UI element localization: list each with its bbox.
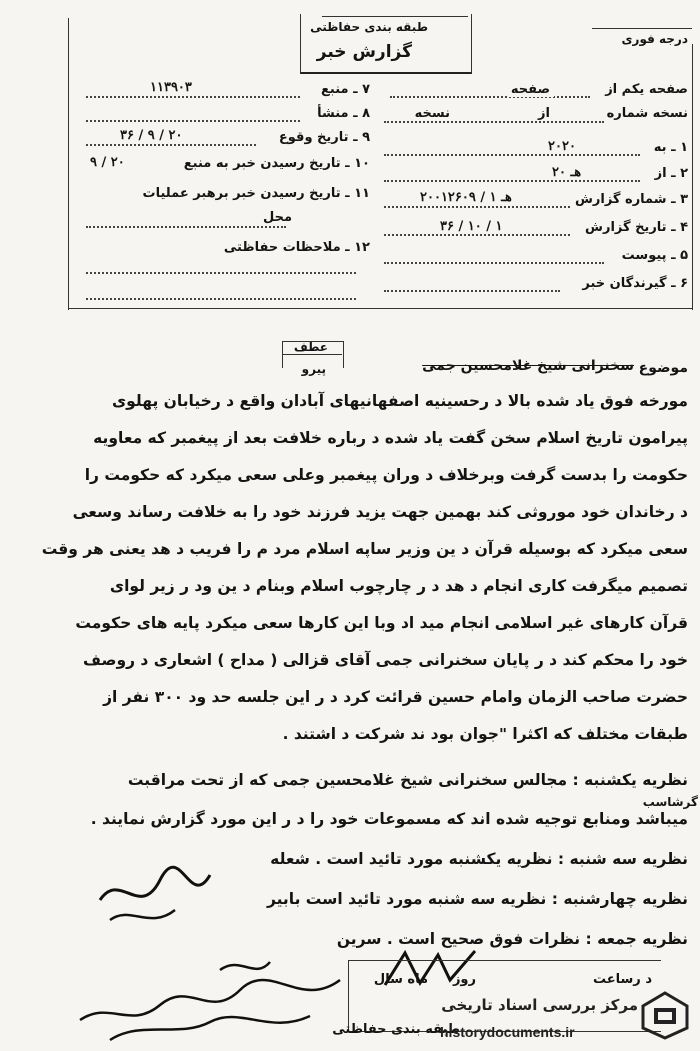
body-line: میباشد ومنابع توجیه شده اند که مسموعات خود را د ر این مورد گزارش نمایند . — [90, 810, 688, 828]
body-line: د رخاندان خود موروثی کند بهمین جهت یزید فرزند خود را به خلافت رساند وسعی — [72, 503, 688, 521]
body-line: حضرت صاحب الزمان وامام حسین قرائت کرد د ر این جلسه حد ود ۳۰۰ نفر از — [103, 688, 688, 706]
report-number-dots — [384, 206, 570, 208]
of-label: از — [534, 106, 554, 121]
body-line: نظریه جمعه : نظرات فوق صحیح است . سرین — [336, 930, 688, 948]
copy-label: نسخه — [411, 106, 454, 121]
body-line: خود را محکم کند د ر پایان سخنرانی جمی آقای قزالی ( مداح ) اشعاری د روصف — [83, 651, 688, 669]
copy-number-label: نسخه شماره — [606, 106, 688, 121]
source-value: ۱۱۳۹۰۳ — [150, 80, 192, 95]
subject-value: سخنرانی شیخ غلامحسین جمی — [422, 358, 634, 374]
source-label: ۷ ـ منبع — [321, 82, 370, 97]
body-line: طبقات مختلف که اکثرا "جوان بود ند شرکت د اشتند . — [282, 725, 688, 743]
frame-left-rule — [68, 18, 69, 310]
subject-label: موضوع — [638, 360, 688, 376]
classification-bottom: طبقه بندی حفاظتی — [332, 1022, 460, 1037]
occurrence-date-value: ۳۶ / ۹ / ۲۰ — [120, 128, 183, 143]
month-year-label: ماه سال — [373, 972, 428, 987]
copy-dots — [384, 121, 604, 123]
receipt-date-label: ۱۰ ـ تاریخ رسیدن خبر به منبع — [183, 156, 370, 171]
day-label: روز — [452, 972, 476, 987]
attachment-dots — [384, 262, 604, 264]
body-line: مورخه فوق یاد شده بالا د رحسینیه اصفهانیهای آبادان واقع د رخیابان پهلوی — [111, 392, 688, 410]
page-one-of-label: صفحه یکم از — [605, 82, 688, 97]
follow-up-label: پیرو — [301, 362, 326, 376]
watermark-logo-icon — [640, 990, 690, 1040]
page-label: صفحه — [507, 82, 554, 97]
page-title: گزارش خبر — [316, 42, 412, 62]
report-date-value: ۳۶ / ۱۰ / ۱ — [440, 219, 503, 234]
to-value: ۲۰۲۰ — [548, 139, 576, 154]
body-line: سعی میکرد که بوسیله قرآن د ین وزیر ساپه اسلام مرد م را فریب د هد یعنی هر وقت — [41, 540, 688, 558]
report-number-value: ۲۰۰۱۲۶۰۹ / هـ ۱ — [420, 190, 512, 205]
security-notes-dots-2 — [86, 298, 356, 300]
from-value: ۲۰ هـ — [552, 165, 582, 180]
urgency-rule — [592, 28, 692, 29]
watermark-org: مرکز بررسی اسناد تاریخی — [441, 996, 638, 1014]
urgency-label: درجه فوری — [621, 32, 688, 46]
body-line: نظریه یکشنبه : مجالس سخنرانی شیخ غلامحسین جمی که از تحت مراقبت — [127, 771, 688, 789]
body-line: نظریه سه شنبه : نظریه یکشنبه مورد تائید است . شعله — [270, 850, 688, 868]
reference-label: عطف — [293, 340, 328, 354]
from-label: ۲ ـ از — [654, 166, 688, 181]
signature-scrawl — [90, 860, 220, 940]
body-line: تصمیم میگرفت کاری انجام د هد د ر چارچوب اسلام وبنام د ین ود ر زیر لوای — [109, 577, 688, 595]
classification-top: طبقه بندی حفاظتی — [310, 20, 428, 34]
body-line: قرآن کارهای غیر اسلامی انجام مید اد وبا این کارها سعی میکرد پایه های حکومت — [75, 614, 688, 632]
reference-box-rule — [282, 354, 342, 355]
recipients-label: ۶ ـ گیرندگان خبر — [582, 276, 688, 291]
to-dots — [384, 154, 640, 156]
report-number-label: ۳ ـ شماره گزارش — [574, 192, 688, 207]
watermark-url: historydocuments.ir — [440, 1024, 575, 1040]
handwritten-annotation — [70, 950, 350, 1045]
place-dots — [86, 226, 286, 228]
origin-label: ۸ ـ منشأ — [317, 106, 370, 121]
received-label: د رساعت — [593, 972, 652, 987]
page-dots — [390, 96, 590, 98]
recipients-dots — [384, 290, 560, 292]
body-line: حکومت را بدست گرفت وبرخلاف د وران پیغمبر وعلی سعی میکرد که حکومت را — [84, 466, 688, 484]
ops-receipt-label: ۱۱ ـ تاریخ رسیدن خبر برهبر عملیات — [142, 186, 370, 201]
from-dots — [384, 180, 640, 182]
receipt-date-value: ۹ / ۲۰ — [90, 155, 125, 170]
report-date-dots — [384, 234, 570, 236]
security-notes-dots-1 — [86, 272, 356, 274]
body-line: پیرامون تاریخ اسلام سخن گفت یاد شده د رباره خلافت بعد از پیغمبر که معاویه — [93, 429, 688, 447]
occurrence-date-dots — [86, 144, 256, 146]
body-line: نظریه چهارشنبه : نظریه سه شنبه مورد تائید است بابیر — [266, 890, 688, 908]
margin-note: گرشاسب — [642, 795, 698, 809]
security-notes-label: ۱۲ ـ ملاحظات حفاظتی — [223, 240, 370, 255]
attachment-label: ۵ ـ پیوست — [621, 248, 688, 263]
header-divider — [68, 308, 693, 309]
occurrence-date-label: ۹ ـ تاریخ وقوع — [278, 130, 370, 145]
frame-right-rule — [692, 44, 693, 310]
to-label: ۱ ـ به — [653, 140, 688, 155]
place-label: محل — [262, 210, 292, 225]
source-dots — [86, 96, 300, 98]
origin-dots — [86, 120, 300, 122]
report-date-label: ۴ ـ تاریخ گزارش — [585, 220, 688, 235]
